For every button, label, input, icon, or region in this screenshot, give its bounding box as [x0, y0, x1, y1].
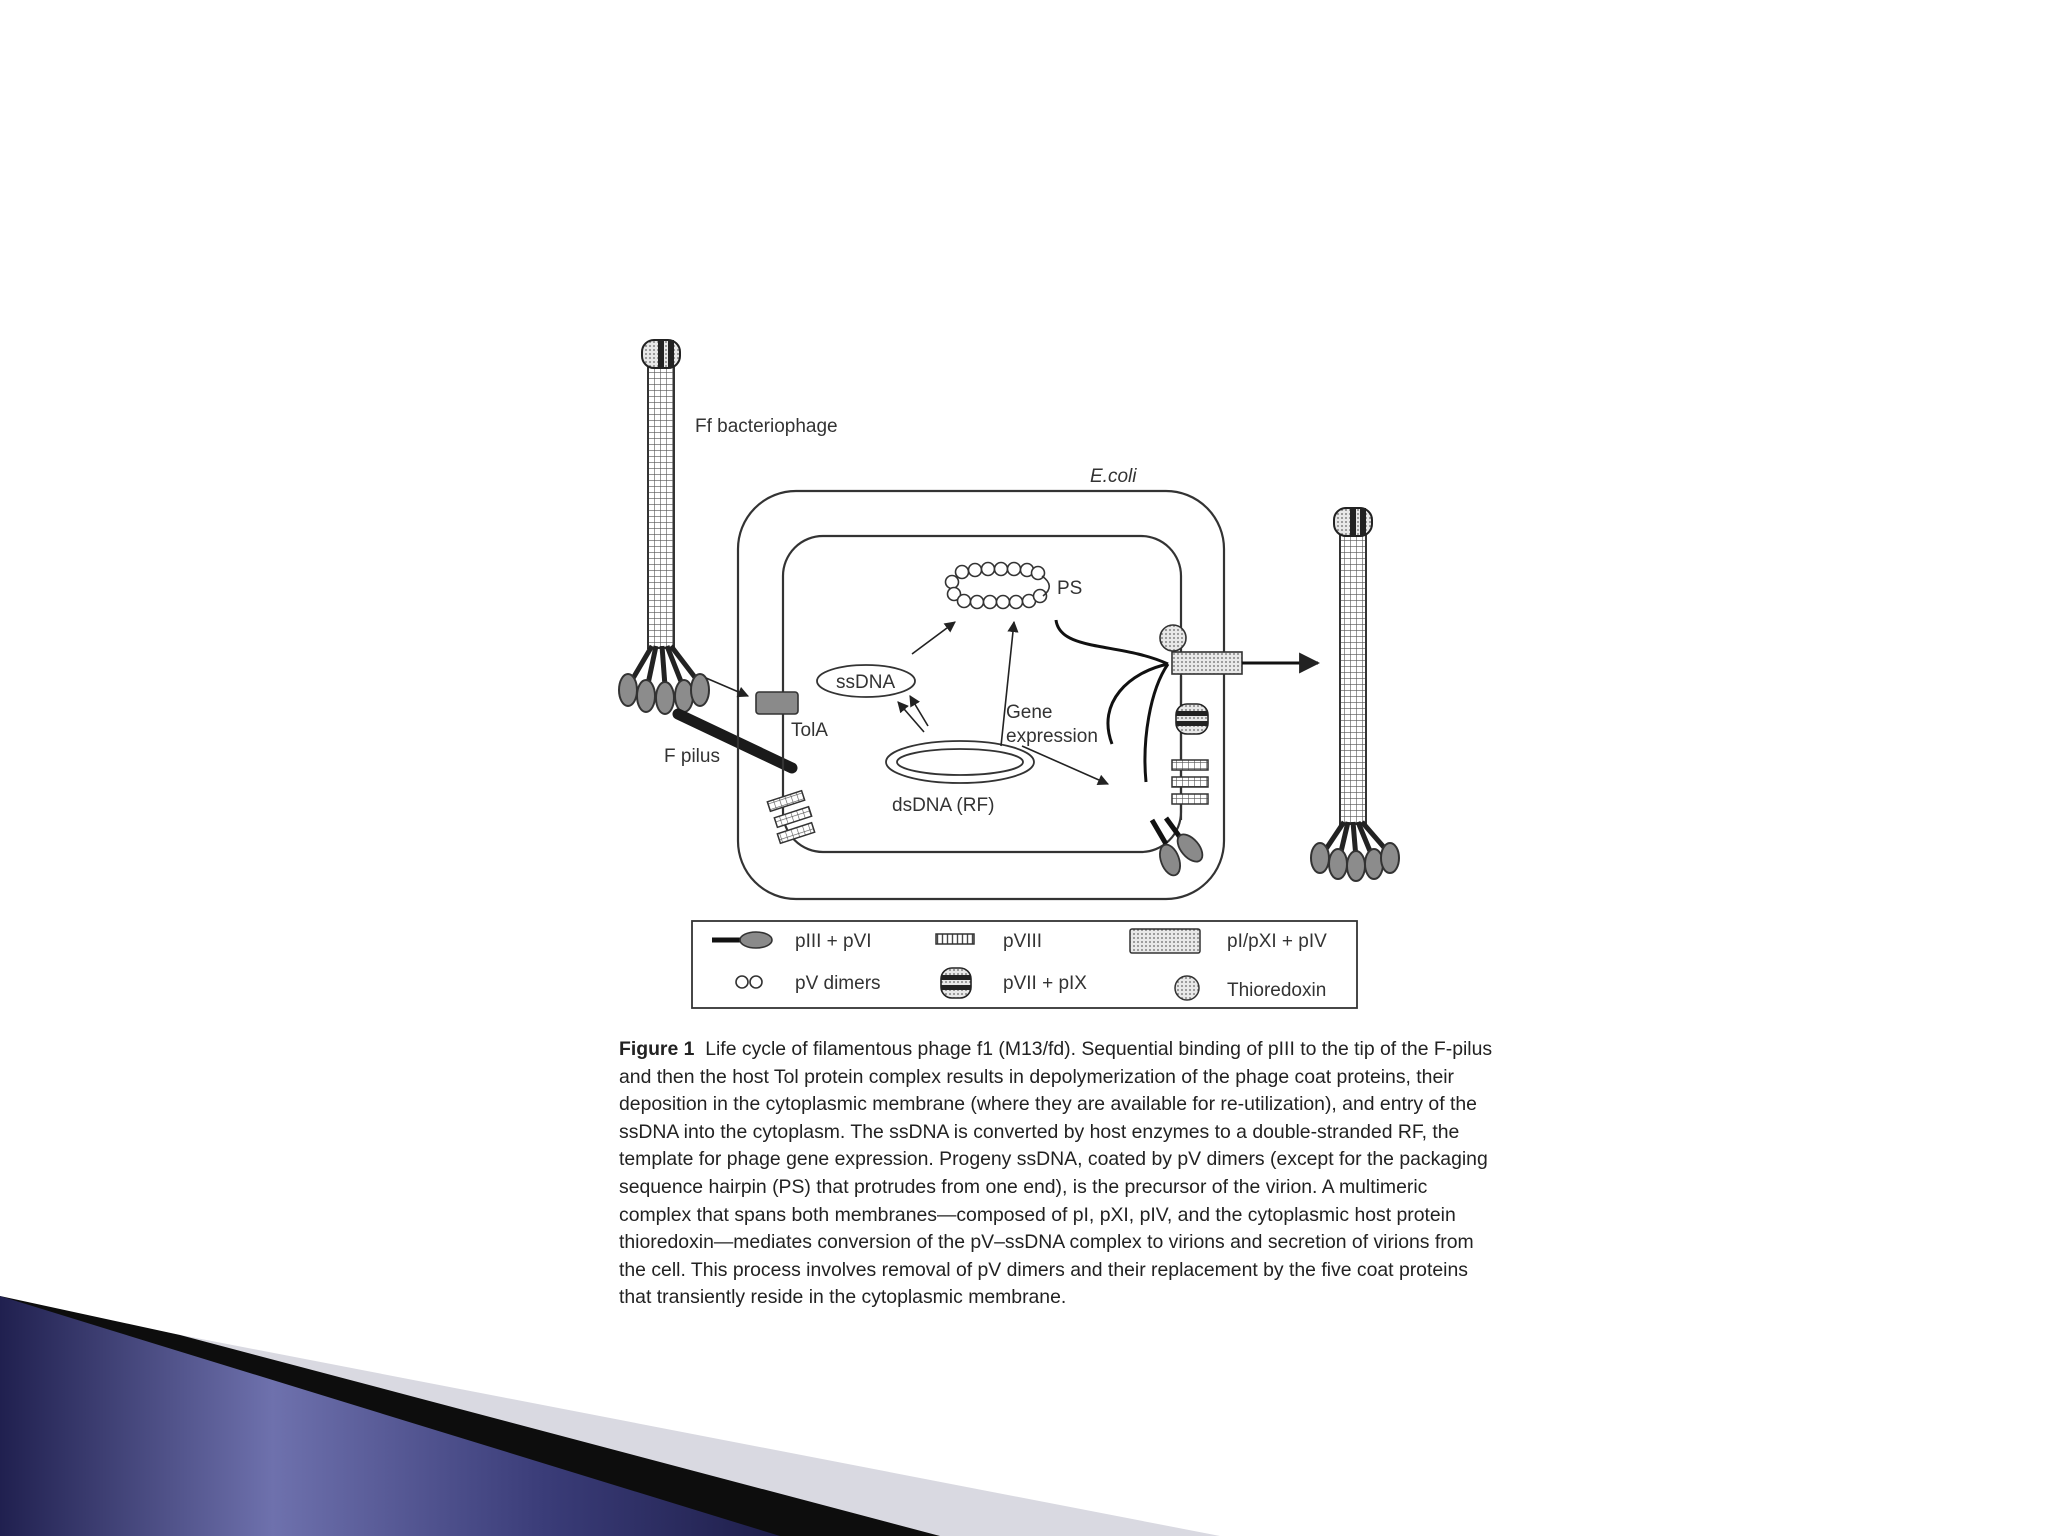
gene-expression-label-1: Gene: [1006, 702, 1053, 723]
pviii-deposited-left: [767, 791, 814, 844]
legend-label: pVIII: [1003, 931, 1043, 952]
caption-title: Figure 1: [619, 1038, 695, 1060]
ff-bacteriophage-right: [1311, 508, 1399, 881]
ssdna-to-ps-arrow: [912, 622, 955, 654]
assembly-strands: [1056, 620, 1168, 782]
thioredoxin-icon: [1175, 976, 1199, 1000]
ssdna-label: ssDNA: [836, 672, 896, 693]
ssdna-to-dsdna-arrow: [898, 702, 924, 732]
pi-pxi-piv-icon: [1130, 929, 1200, 953]
pviii-icon: [936, 934, 974, 944]
legend-label: pVII + pIX: [1003, 973, 1087, 994]
pv-ssdna-complex: [946, 563, 1047, 609]
thioredoxin: [1160, 625, 1186, 651]
phage-body: [648, 352, 674, 648]
legend-label: Thioredoxin: [1227, 980, 1327, 1001]
tola-protein: [756, 692, 798, 714]
gene-expression-label-2: expression: [1006, 726, 1098, 747]
tola-label: TolA: [791, 720, 828, 741]
ecoli-label: E.coli: [1090, 466, 1137, 487]
pvii-pix-membrane-icon: [1176, 704, 1208, 734]
f-pilus-label: F pilus: [664, 746, 720, 767]
caption-text: Life cycle of filamentous phage f1 (M13/fd). Sequential binding of pIII to the tip of the F-pilus and then the host Tol protein complex results in depolymerization of the phage coat proteins, their deposition in the cytoplasmic membrane (where they are available for re-utilization), and entry of the ssDNA into the cytoplasm. The ssDNA is converted by host enzymes to a double-stranded RF, the template for phage gene expression. Progeny ssDNA, coated by pV dimers (except for the packaging sequence hairpin (PS) that protrudes from one end), is the precursor of the virion. A multimeric complex that spans both membranes—composed of pI, pXI, pIV, and the cytoplasmic host protein thioredoxin—mediates conversion of the pV–ssDNA complex to virions and secretion of virions from the cell. This process involves removal of pV dimers and their replacement by the five coat proteins that transiently reside in the cytoplasmic membrane.: [619, 1038, 1493, 1309]
phage-label: Ff bacteriophage: [695, 416, 838, 437]
legend-label: pI/pXI + pIV: [1227, 931, 1327, 952]
progeny-pvii-pix-cap-icon: [1334, 508, 1372, 536]
dsdna-label: dsDNA (RF): [892, 795, 995, 816]
outer-membrane: [738, 491, 1224, 899]
legend-label: pV dimers: [795, 973, 881, 994]
ps-label: PS: [1057, 578, 1083, 599]
pvii-pix-icon: [941, 968, 971, 998]
pi-pxi-piv-channel: [1172, 652, 1242, 674]
dsdna-to-ssdna-arrow: [910, 696, 928, 726]
rf-to-membrane-arrow: [1022, 746, 1108, 784]
legend-label: pIII + pVI: [795, 931, 872, 952]
progeny-phage-body: [1340, 520, 1366, 824]
pvii-pix-cap-icon: [642, 340, 680, 368]
piii-pvi-membrane-icon: [1152, 818, 1207, 878]
legend: [692, 921, 1357, 1008]
entry-arrow: [706, 678, 748, 696]
pviii-membrane-icon: [1172, 760, 1208, 804]
figure-caption: [619, 1036, 1494, 1312]
dsdna-rf: [886, 741, 1034, 783]
ff-bacteriophage-left: [619, 340, 709, 714]
